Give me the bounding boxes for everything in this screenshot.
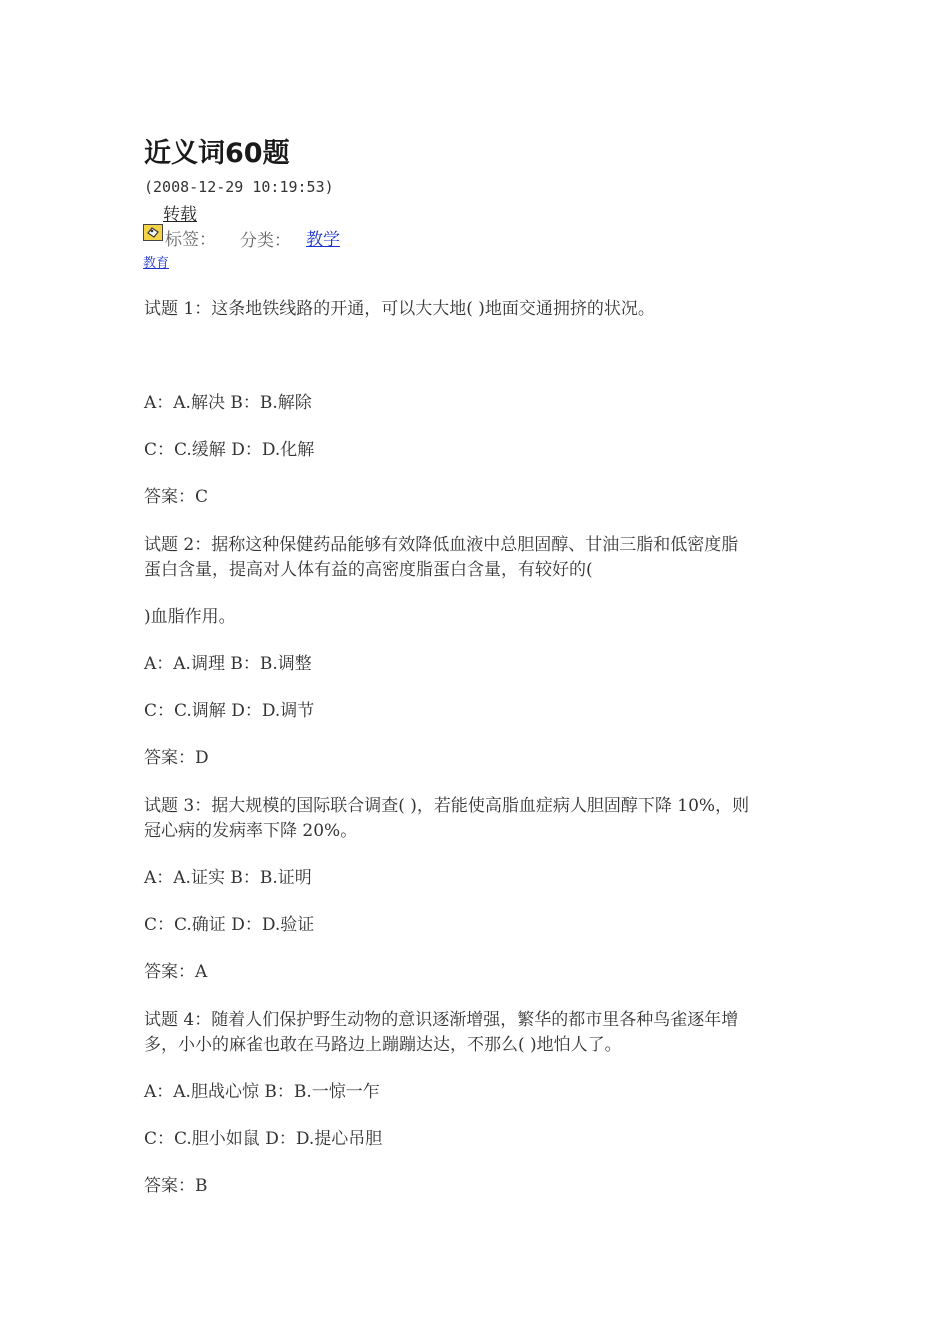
question-2-stem-line1: 试题 2：据称这种保健药品能够有效降低血液中总胆固醇、甘油三脂和低密度脂 — [144, 535, 739, 555]
question-3-options-ab: A：A.证实 B：B.证明 — [144, 868, 312, 888]
question-1-answer: 答案：C — [144, 487, 209, 507]
question-2-answer: 答案：D — [144, 748, 209, 768]
question-3-stem-line2: 冠心病的发病率下降 20%。 — [144, 821, 358, 841]
question-4-options-ab: A：A.胆战心惊 B：B.一惊一乍 — [144, 1082, 380, 1102]
question-2-options-cd: C：C.调解 D：D.调节 — [144, 701, 315, 721]
publish-date: (2008-12-29 10:19:53) — [144, 178, 334, 196]
question-4-stem-line1: 试题 4：随着人们保护野生动物的意识逐渐增强，繁华的都市里各种鸟雀逐年增 — [144, 1010, 739, 1030]
question-3-stem-line1: 试题 3：据大规模的国际联合调查( )，若能使高脂血症病人胆固醇下降 10%，则 — [144, 796, 750, 816]
tag-link[interactable]: 教育 — [143, 256, 170, 271]
tags-label: 标签： — [165, 230, 216, 250]
article-title: 近义词60题 — [144, 138, 290, 169]
category-link[interactable]: 教学 — [306, 230, 340, 250]
question-1-options-cd: C：C.缓解 D：D.化解 — [144, 440, 315, 460]
question-3-options-cd: C：C.确证 D：D.验证 — [144, 915, 315, 935]
question-4-answer: 答案：B — [144, 1176, 208, 1196]
question-1-stem: 试题 1：这条地铁线路的开通，可以大大地( )地面交通拥挤的状况。 — [144, 299, 655, 319]
question-3-answer: 答案：A — [144, 962, 208, 982]
question-4-options-cd: C：C.胆小如鼠 D：D.提心吊胆 — [144, 1129, 383, 1149]
question-2-options-ab: A：A.调理 B：B.调整 — [144, 654, 312, 674]
question-2-stem-line3: )血脂作用。 — [144, 607, 236, 627]
question-4-stem-line2: 多，小小的麻雀也敢在马路边上蹦蹦达达，不那么( )地怕人了。 — [144, 1035, 622, 1055]
question-1-options-ab: A：A.解决 B：B.解除 — [144, 393, 312, 413]
repost-link[interactable]: 转载 — [163, 205, 197, 225]
tag-icon — [143, 224, 163, 241]
category-label: 分类： — [240, 231, 291, 251]
question-2-stem-line2: 蛋白含量，提高对人体有益的高密度脂蛋白含量，有较好的( — [144, 560, 593, 580]
